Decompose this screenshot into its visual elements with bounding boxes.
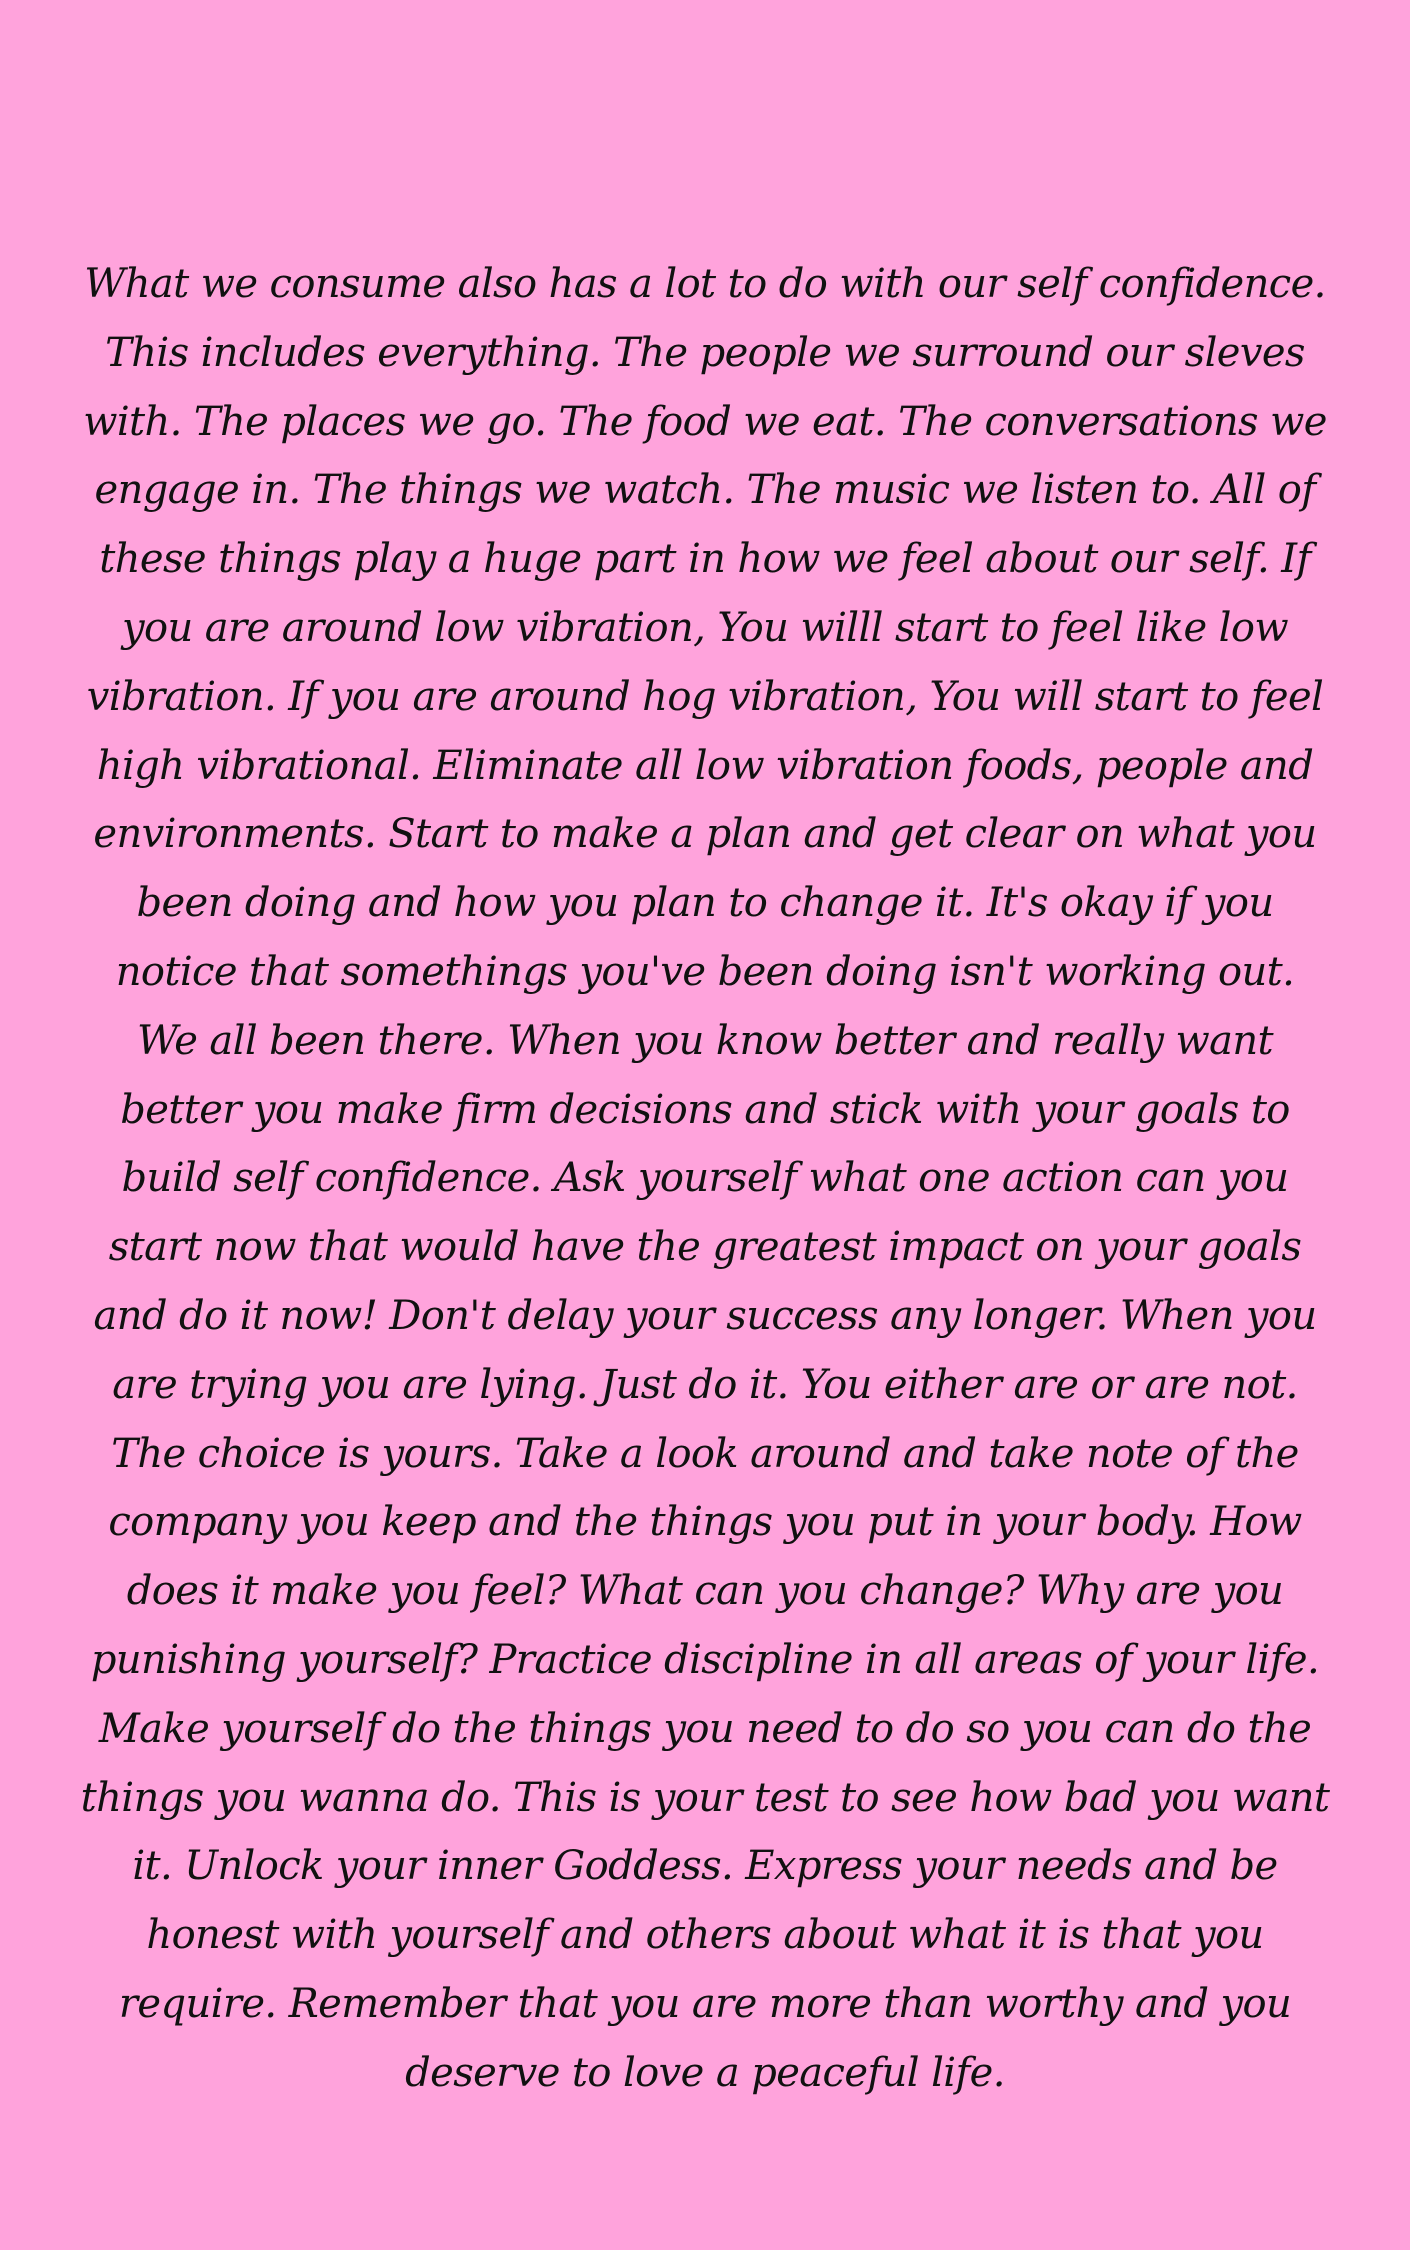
body-paragraph: What we consume also has a lot to do with our self confidence. This includes everything. The people we surround our sleves with. The places we go. The food we eat. The conversations we engage in. The things we watch. The music we listen to. All of these things play a huge part in how we feel about our self. If you are around low vibration, You willl start to feel like low vibration. If you are around hog vibration, You will start to feel high vibrational. Eliminate all low vibration foods, people and environments. Start to make a plan and get clear on what you been doing and how you plan to change it. It's okay if you notice that somethings you've been doing isn't working out. We all been there. When you know better and really want better you make firm decisions and stick with your goals to build self confidence. Ask yourself what one action can you start now that would have the greatest impact on your goals and do it now! Don't delay your success any longer. When you are trying you are lying. Just do it. You either are or are not. The choice is yours. Take a look around and take note of the company you keep and the things you put in your body. How does it make you feel? What can you change? Why are you punishing yourself? Practice discipline in all areas of your life. Make yourself do the things you need to do so you can do the things you wanna do. This is your test to see how bad you want it. Unlock your inner Goddess. Express your needs and be honest with yourself and others about what it is that you require. Remember that you are more than worthy and you deserve to love a peaceful life. (80, 261, 1330, 2096)
